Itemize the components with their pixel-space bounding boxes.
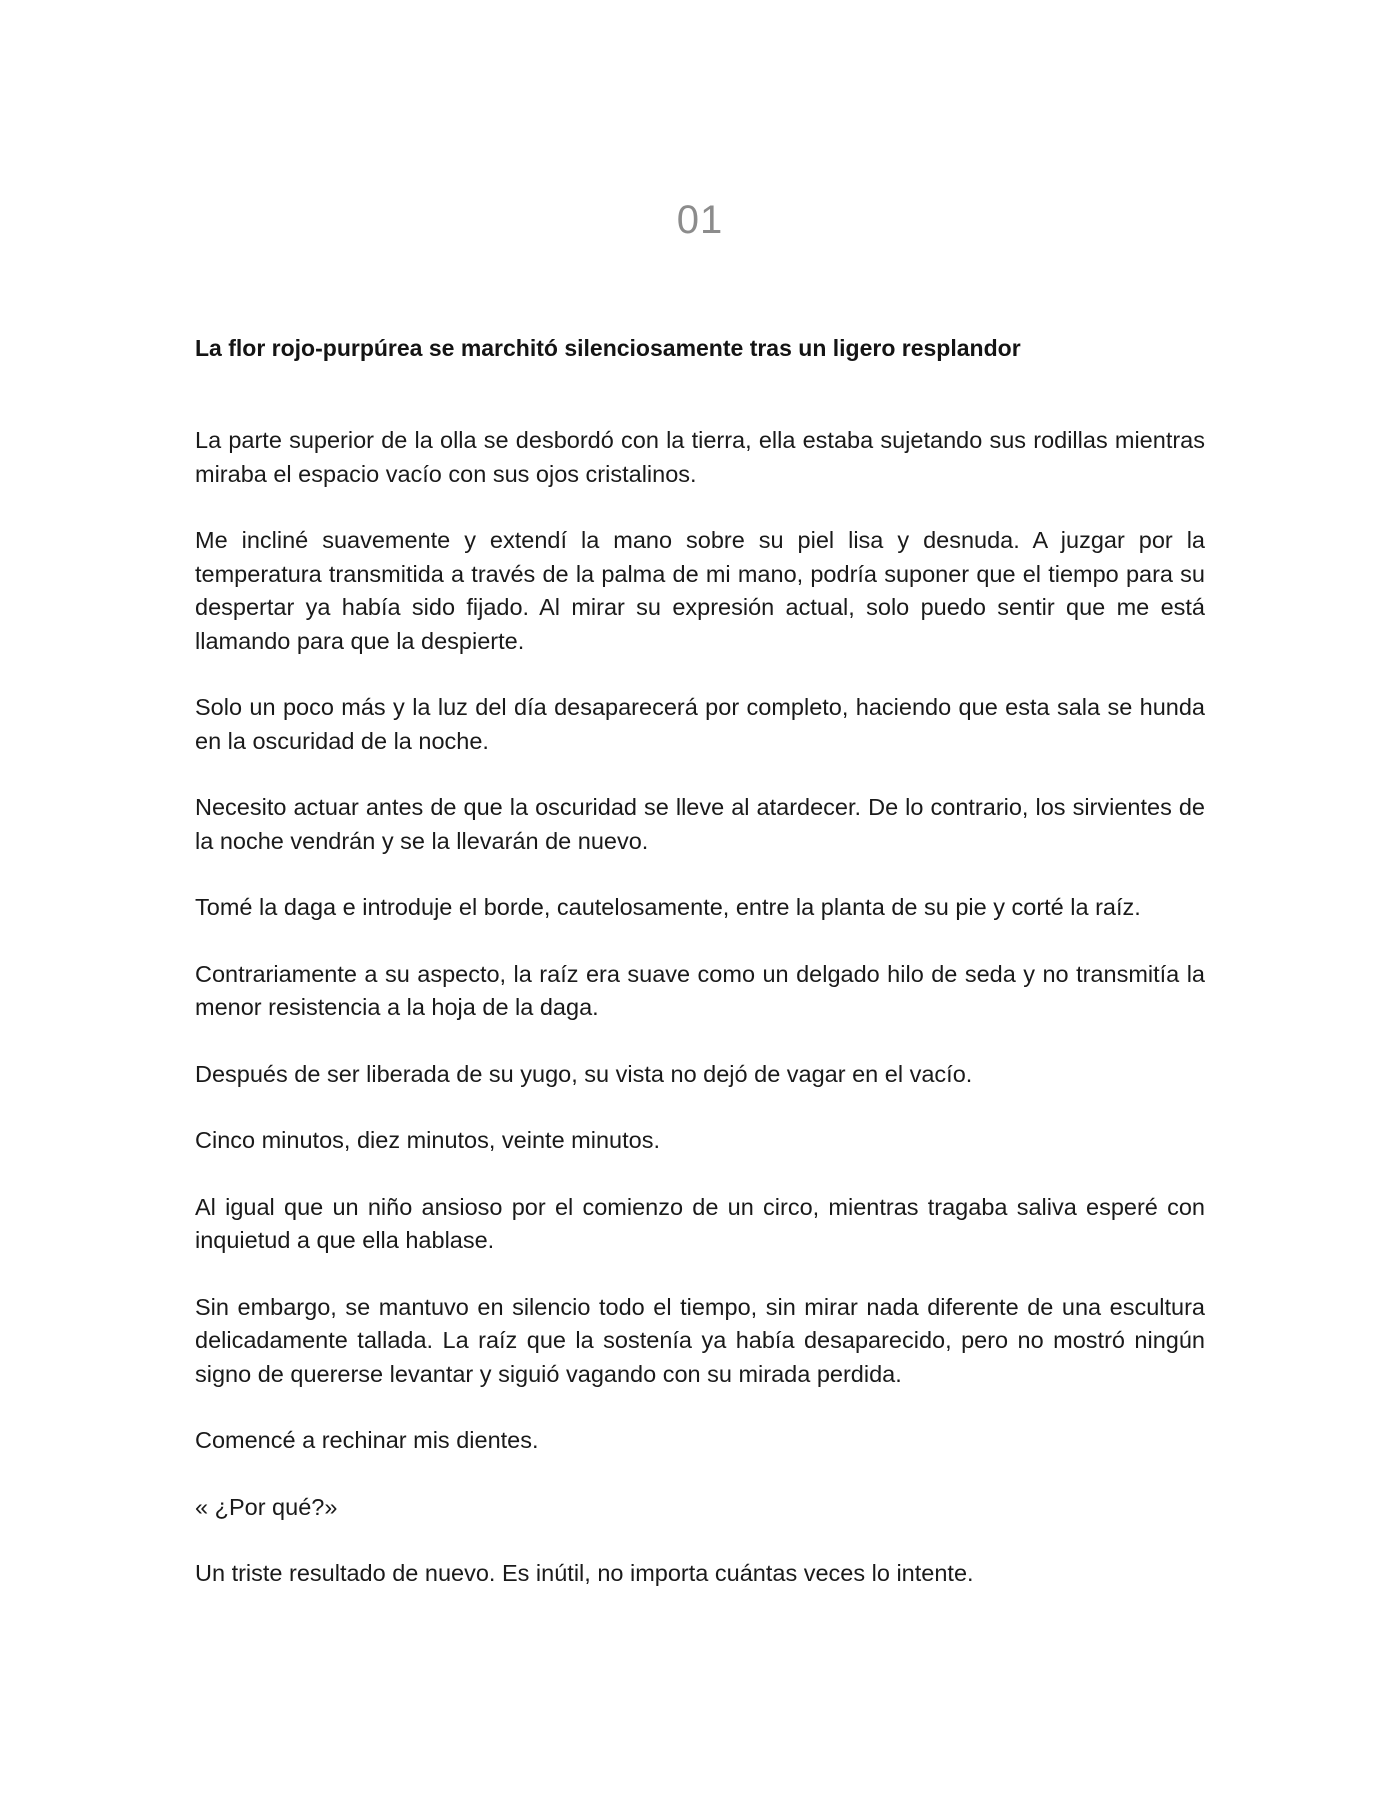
paragraph: Comencé a rechinar mis dientes. [195, 1427, 539, 1453]
paragraph: Contrariamente a su aspecto, la raíz era suave como un delgado hilo de seda y no transmitía la menor resistencia a la hoja de la daga. [195, 960, 1205, 1020]
paragraph: Tomé la daga e introduje el borde, cautelosamente, entre la planta de su pie y corté la raíz. [195, 894, 1141, 920]
paragraph: Al igual que un niño ansioso por el comienzo de un circo, mientras tragaba saliva esperé con inquietud a que ella hablase. [195, 1193, 1205, 1253]
paragraph: La parte superior de la olla se desbordó con la tierra, ella estaba sujetando sus rodillas mientras miraba el espacio vacío con sus ojos cristalinos. [195, 427, 1205, 487]
chapter-number: 01 [676, 198, 724, 242]
paragraph: Me incliné suavemente y extendí la mano sobre su piel lisa y desnuda. A juzgar por la temperatura transmitida a través de la palma de mi mano, podría suponer que el tiempo para su despertar ya había sido fijado. Al mirar su expresión actual, solo puedo sentir que me está llamando para que la despierte. [195, 527, 1205, 654]
paragraph: Cinco minutos, diez minutos, veinte minutos. [195, 1127, 660, 1153]
paragraph: Después de ser liberada de su yugo, su vista no dejó de vagar en el vacío. [195, 1060, 973, 1087]
paragraph: Un triste resultado de nuevo. Es inútil, no importa cuántas veces lo intente. [195, 1560, 974, 1586]
paragraph: Solo un poco más y la luz del día desaparecerá por completo, haciendo que esta sala se hunda en la oscuridad de la noche. [195, 694, 1205, 754]
paragraph: Necesito actuar antes de que la oscuridad se lleve al atardecer. De lo contrario, los sirvientes de la noche vendrán y se la llevarán de nuevo. [195, 794, 1205, 854]
chapter-title: La flor rojo-purpúrea se marchitó silenciosamente tras un ligero resplandor [195, 335, 1021, 361]
paragraph: Sin embargo, se mantuvo en silencio todo el tiempo, sin mirar nada diferente de una escultura delicadamente tallada. La raíz que la sostenía ya había desaparecido, pero no mostró ningún signo de quererse levantar y siguió vagando con su mirada perdida. [195, 1293, 1205, 1387]
paragraph: « ¿Por qué?» [195, 1493, 338, 1520]
chapter-body [195, 424, 1205, 1624]
